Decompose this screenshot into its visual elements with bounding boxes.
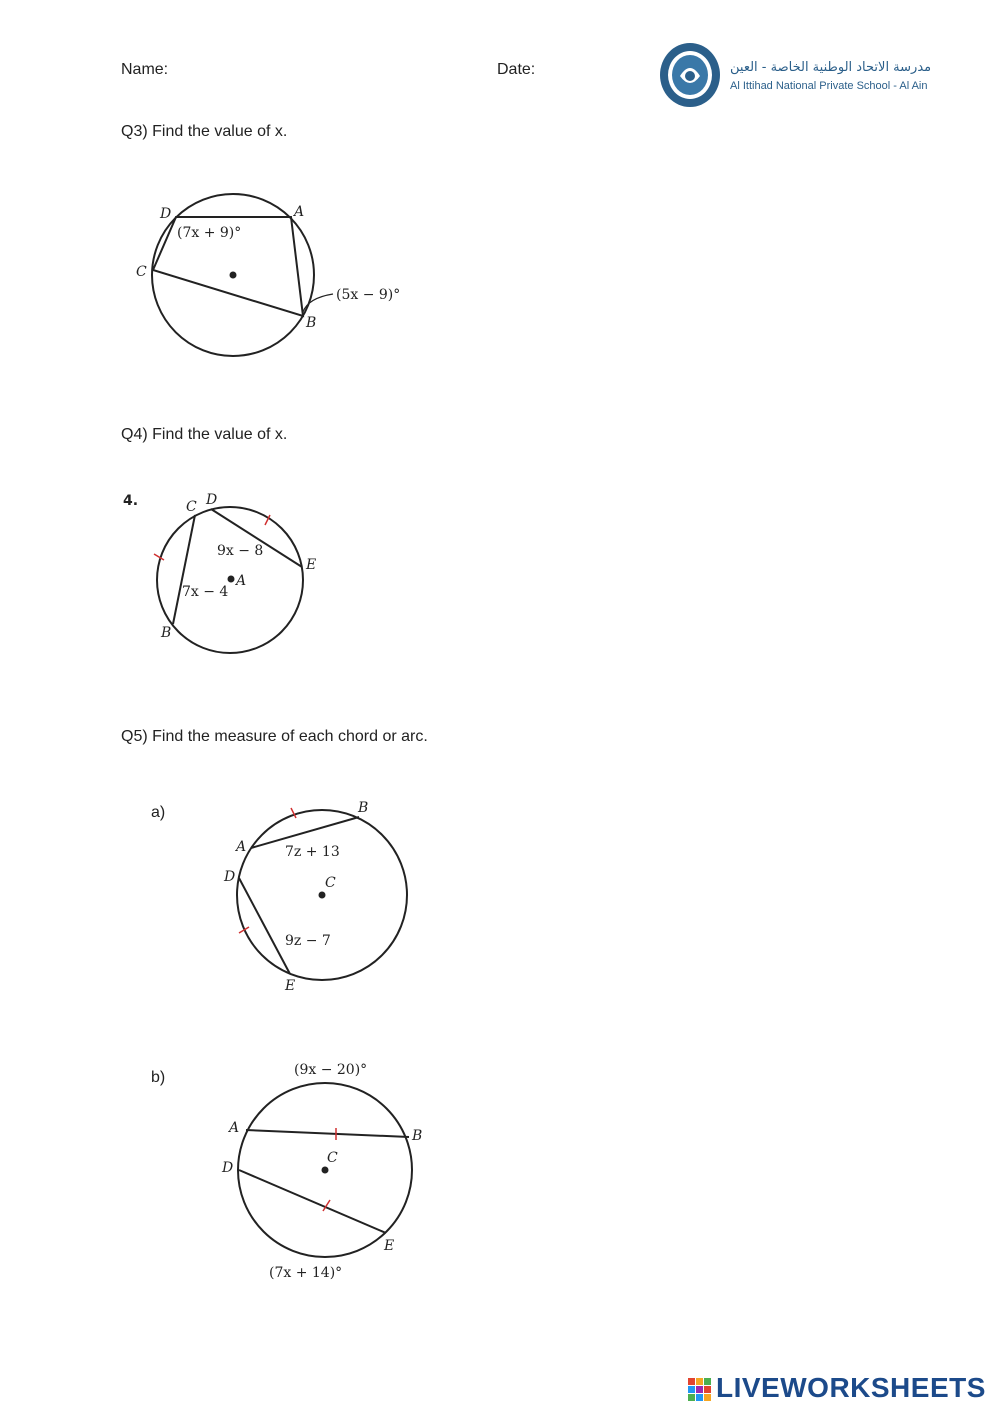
q5b-chord-de	[239, 1170, 386, 1233]
q4-number-label: 4.	[123, 493, 139, 509]
q3-label-a: A	[294, 204, 305, 220]
q5a-label-e: E	[285, 978, 296, 994]
q4-diagram	[118, 485, 338, 660]
q5b-label: b)	[151, 1069, 166, 1086]
q4-label-a: A	[236, 573, 247, 589]
q5a-label-c: C	[325, 875, 336, 891]
q4-chord-de-label: 9x − 8	[217, 543, 264, 559]
q5a-diagram	[215, 795, 425, 1000]
q4-label-e: E	[306, 557, 317, 573]
q5a-chord-de-label: 9z − 7	[285, 933, 331, 949]
q5b-label-d: D	[222, 1160, 234, 1176]
q5a-chord-ab-label: 7z + 13	[285, 844, 340, 860]
q5a-label-a: A	[236, 839, 247, 855]
q3-angle-leader	[303, 294, 333, 312]
liveworksheets-logo-icon	[688, 1378, 712, 1402]
q5b-center-point	[322, 1167, 329, 1174]
q5b-label-c: C	[327, 1150, 338, 1166]
liveworksheets-brand	[688, 1372, 988, 1406]
q5a-label-d: D	[224, 869, 236, 885]
q5b-diagram	[215, 1055, 440, 1290]
q5a-label-b: B	[358, 800, 369, 816]
q5b-arc-de-label: (7x + 14)°	[269, 1265, 343, 1281]
q3-label-d: D	[160, 206, 172, 222]
q3-diagram	[120, 180, 420, 370]
school-seal-icon	[658, 40, 724, 110]
q4-label-c: C	[186, 499, 197, 515]
q4-chord-cb-label: 7x − 4	[182, 584, 229, 600]
q5a-label: a)	[151, 804, 166, 821]
q5a-center-point	[319, 892, 326, 899]
q3-label-b: B	[306, 315, 317, 331]
liveworksheets-wordmark: LIVEWORKSHEETS	[716, 1372, 986, 1403]
q5b-label-b: B	[412, 1128, 423, 1144]
q4-center-point	[228, 576, 235, 583]
q3-angle-d-label: (7x + 9)°	[177, 225, 242, 241]
date-label: Date:	[497, 61, 536, 78]
q5b-arc-ab-label: (9x − 20)°	[294, 1062, 368, 1078]
school-name-english: Al Ittihad National Private School - Al Ain	[730, 80, 928, 92]
name-label: Name:	[121, 61, 169, 78]
q5b-label-e: E	[384, 1238, 395, 1254]
q5a-chord-de	[239, 878, 290, 974]
school-name-arabic: مدرسة الاتحاد الوطنية الخاصة - العين	[730, 60, 932, 75]
q4-prompt: Q4) Find the value of x.	[121, 426, 288, 443]
q3-label-c: C	[136, 264, 147, 280]
q5-prompt: Q5) Find the measure of each chord or arc.	[121, 728, 428, 745]
q4-label-b: B	[161, 625, 172, 641]
q5b-chord-ab	[246, 1130, 409, 1137]
q3-angle-b-label: (5x − 9)°	[336, 287, 401, 303]
q3-prompt: Q3) Find the value of x.	[121, 123, 288, 140]
school-logo	[658, 40, 948, 110]
q3-center-point	[230, 272, 237, 279]
q4-label-d: D	[206, 492, 218, 508]
q5b-label-a: A	[229, 1120, 240, 1136]
